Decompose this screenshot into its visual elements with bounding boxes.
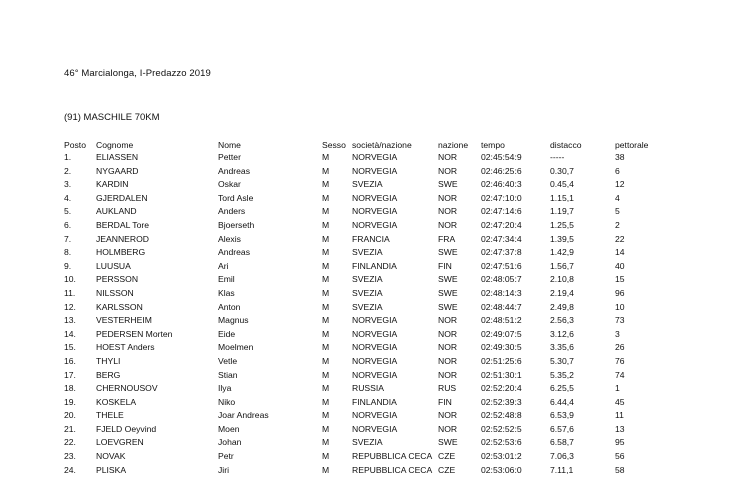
cell-posto: 1. <box>64 152 72 162</box>
cell-tempo: 02:49:07:5 <box>481 328 522 339</box>
cell-sesso: M <box>322 451 330 462</box>
cell-sesso: M <box>322 260 330 271</box>
cell-nazione: NOR <box>438 369 458 380</box>
cell-distacco: 0.45,4 <box>550 179 574 190</box>
table-row <box>64 409 655 423</box>
cell-sesso: M <box>322 423 330 434</box>
cell-tempo: 02:51:25:6 <box>481 355 522 366</box>
cell-nazione: NOR <box>438 206 458 217</box>
cell-posto: 10. <box>64 274 76 285</box>
cell-pettorale: 22 <box>615 233 625 244</box>
cell-pettorale: 38 <box>615 152 625 162</box>
cell-distacco: 2.56,3 <box>550 315 574 326</box>
table-row <box>64 369 655 383</box>
cell-nome: Johan <box>218 437 242 448</box>
results-body <box>64 151 655 477</box>
cell-sesso: M <box>322 355 330 366</box>
table-row <box>64 233 655 247</box>
header-posto: Posto <box>64 140 86 150</box>
cell-posto: 22. <box>64 437 76 448</box>
cell-sesso: M <box>322 247 330 258</box>
cell-distacco: 1.39,5 <box>550 233 574 244</box>
cell-nome: Moen <box>218 423 240 434</box>
cell-societa: NORVEGIA <box>352 219 398 230</box>
table-row <box>64 192 655 206</box>
cell-tempo: 02:47:14:6 <box>481 206 522 217</box>
cell-cognome: KARDIN <box>96 179 129 190</box>
cell-cognome: KOSKELA <box>96 396 137 407</box>
cell-distacco: 5.30,7 <box>550 355 574 366</box>
cell-tempo: 02:47:34:4 <box>481 233 522 244</box>
cell-nazione: NOR <box>438 192 458 203</box>
cell-pettorale: 3 <box>615 328 620 339</box>
cell-pettorale: 4 <box>615 192 620 203</box>
document-title: 46° Marcialonga, I-Predazzo 2019 <box>64 68 211 79</box>
cell-posto: 23. <box>64 451 76 462</box>
cell-cognome: HOEST Anders <box>96 342 155 353</box>
cell-nome: Alexis <box>218 233 241 244</box>
cell-nome: Ari <box>218 260 229 271</box>
table-row <box>64 396 655 410</box>
cell-societa: SVEZIA <box>352 287 383 298</box>
cell-pettorale: 96 <box>615 287 625 298</box>
cell-societa: NORVEGIA <box>352 315 398 326</box>
cell-tempo: 02:52:53:6 <box>481 437 522 448</box>
cell-distacco: 6.58,7 <box>550 437 574 448</box>
cell-distacco: 1.42,9 <box>550 247 574 258</box>
header-row <box>64 139 655 151</box>
cell-sesso: M <box>322 274 330 285</box>
cell-distacco: 2.19,4 <box>550 287 574 298</box>
table-row <box>64 151 655 165</box>
cell-pettorale: 2 <box>615 219 620 230</box>
cell-pettorale: 73 <box>615 315 625 326</box>
cell-sesso: M <box>322 437 330 448</box>
cell-distacco: 7.11,1 <box>550 464 574 475</box>
cell-posto: 9. <box>64 260 72 271</box>
cell-societa: SVEZIA <box>352 274 383 285</box>
cell-nazione: SWE <box>438 179 458 190</box>
cell-nome: Joar Andreas <box>218 410 269 421</box>
cell-sesso: M <box>322 233 330 244</box>
cell-nome: Bjoerseth <box>218 219 255 230</box>
header-cognome: Cognome <box>96 140 134 150</box>
cell-cognome: LOEVGREN <box>96 437 144 448</box>
cell-distacco: 6.57,6 <box>550 423 574 434</box>
cell-sesso: M <box>322 192 330 203</box>
cell-pettorale: 13 <box>615 423 625 434</box>
cell-cognome: HOLMBERG <box>96 247 146 258</box>
cell-tempo: 02:46:25:6 <box>481 165 522 176</box>
cell-nome: Eide <box>218 328 236 339</box>
cell-pettorale: 6 <box>615 165 620 176</box>
cell-sesso: M <box>322 206 330 217</box>
cell-posto: 21. <box>64 423 76 434</box>
cell-posto: 18. <box>64 383 76 394</box>
cell-nome: Moelmen <box>218 342 254 353</box>
cell-sesso: M <box>322 165 330 176</box>
cell-pettorale: 14 <box>615 247 625 258</box>
header-tempo: tempo <box>481 140 505 150</box>
cell-distacco: 2.10,8 <box>550 274 574 285</box>
cell-tempo: 02:48:44:7 <box>481 301 522 312</box>
cell-sesso: M <box>322 383 330 394</box>
table-row <box>64 219 655 233</box>
cell-tempo: 02:47:20:4 <box>481 219 522 230</box>
cell-nazione: SWE <box>438 274 458 285</box>
cell-societa: NORVEGIA <box>352 328 398 339</box>
cell-societa: SVEZIA <box>352 247 383 258</box>
cell-nome: Anders <box>218 206 246 217</box>
results-table <box>64 139 655 477</box>
cell-sesso: M <box>322 219 330 230</box>
header-distacco: distacco <box>550 140 582 150</box>
category-heading: (91) MASCHILE 70KM <box>64 112 160 123</box>
cell-cognome: CHERNOUSOV <box>96 383 158 394</box>
cell-tempo: 02:47:37:8 <box>481 247 522 258</box>
table-row <box>64 205 655 219</box>
table-row <box>64 287 655 301</box>
cell-nazione: NOR <box>438 410 458 421</box>
cell-posto: 12. <box>64 301 76 312</box>
cell-posto: 3. <box>64 179 72 190</box>
cell-nazione: FIN <box>438 260 452 271</box>
cell-distacco: 1.15,1 <box>550 192 574 203</box>
table-row <box>64 260 655 274</box>
cell-distacco: 7.06,3 <box>550 451 574 462</box>
cell-nome: Oskar <box>218 179 241 190</box>
cell-cognome: KARLSSON <box>96 301 143 312</box>
cell-cognome: BERDAL Tore <box>96 219 150 230</box>
cell-pettorale: 56 <box>615 451 625 462</box>
cell-pettorale: 76 <box>615 355 625 366</box>
table-row <box>64 382 655 396</box>
cell-distacco: 0.30,7 <box>550 165 574 176</box>
header-nazione: nazione <box>438 140 469 150</box>
cell-tempo: 02:51:30:1 <box>481 369 522 380</box>
cell-posto: 17. <box>64 369 76 380</box>
cell-tempo: 02:53:01:2 <box>481 451 522 462</box>
cell-nome: Jiri <box>218 464 229 475</box>
cell-societa: NORVEGIA <box>352 369 398 380</box>
cell-nazione: NOR <box>438 165 458 176</box>
table-row <box>64 450 655 464</box>
cell-nazione: CZE <box>438 451 456 462</box>
cell-posto: 4. <box>64 192 72 203</box>
table-row <box>64 355 655 369</box>
cell-nome: Klas <box>218 287 235 298</box>
cell-tempo: 02:48:05:7 <box>481 274 522 285</box>
cell-sesso: M <box>322 301 330 312</box>
cell-nome: Niko <box>218 396 236 407</box>
cell-societa: REPUBBLICA CECA <box>352 464 433 475</box>
cell-cognome: FJELD Oeyvind <box>96 423 157 434</box>
cell-pettorale: 45 <box>615 396 625 407</box>
cell-cognome: GJERDALEN <box>96 192 148 203</box>
cell-societa: NORVEGIA <box>352 206 398 217</box>
cell-sesso: M <box>322 152 330 162</box>
table-row <box>64 301 655 315</box>
header-pettorale: pettorale <box>615 140 649 150</box>
cell-nazione: RUS <box>438 383 457 394</box>
cell-nome: Vetle <box>218 355 238 366</box>
cell-nazione: NOR <box>438 342 458 353</box>
cell-sesso: M <box>322 315 330 326</box>
cell-sesso: M <box>322 396 330 407</box>
cell-societa: FINLANDIA <box>352 396 397 407</box>
cell-tempo: 02:47:10:0 <box>481 192 522 203</box>
cell-pettorale: 58 <box>615 464 625 475</box>
cell-distacco: 1.19,7 <box>550 206 574 217</box>
cell-societa: REPUBBLICA CECA <box>352 451 433 462</box>
cell-tempo: 02:49:30:5 <box>481 342 522 353</box>
cell-cognome: JEANNEROD <box>96 233 150 244</box>
table-row <box>64 246 655 260</box>
cell-pettorale: 74 <box>615 369 625 380</box>
cell-nome: Andreas <box>218 165 251 176</box>
table-row <box>64 436 655 450</box>
cell-cognome: AUKLAND <box>96 206 137 217</box>
table-row <box>64 178 655 192</box>
cell-tempo: 02:52:48:8 <box>481 410 522 421</box>
cell-tempo: 02:46:40:3 <box>481 179 522 190</box>
header-sesso: Sesso <box>322 140 346 150</box>
cell-posto: 6. <box>64 219 72 230</box>
cell-nazione: NOR <box>438 219 458 230</box>
cell-pettorale: 26 <box>615 342 625 353</box>
cell-pettorale: 15 <box>615 274 625 285</box>
cell-societa: NORVEGIA <box>352 410 398 421</box>
cell-pettorale: 11 <box>615 410 624 421</box>
cell-cognome: BERG <box>96 369 121 380</box>
cell-distacco: ----- <box>550 152 565 162</box>
cell-sesso: M <box>322 179 330 190</box>
cell-societa: SVEZIA <box>352 179 383 190</box>
cell-sesso: M <box>322 464 330 475</box>
cell-posto: 24. <box>64 464 76 475</box>
cell-nome: Petr <box>218 451 234 462</box>
cell-nazione: NOR <box>438 315 458 326</box>
cell-societa: RUSSIA <box>352 383 384 394</box>
cell-cognome: LUUSUA <box>96 260 131 271</box>
cell-distacco: 1.56,7 <box>550 260 574 271</box>
cell-cognome: ELIASSEN <box>96 152 139 162</box>
cell-pettorale: 5 <box>615 206 620 217</box>
cell-societa: NORVEGIA <box>352 165 398 176</box>
cell-nazione: NOR <box>438 152 458 162</box>
cell-pettorale: 12 <box>615 179 625 190</box>
cell-distacco: 5.35,2 <box>550 369 574 380</box>
cell-posto: 15. <box>64 342 76 353</box>
cell-posto: 16. <box>64 355 76 366</box>
cell-distacco: 1.25,5 <box>550 219 574 230</box>
cell-cognome: NYGAARD <box>96 165 139 176</box>
cell-cognome: NOVAK <box>96 451 126 462</box>
table-row <box>64 314 655 328</box>
table-row <box>64 328 655 342</box>
table-row <box>64 464 655 478</box>
cell-nome: Emil <box>218 274 235 285</box>
cell-nazione: SWE <box>438 437 458 448</box>
cell-cognome: VESTERHEIM <box>96 315 152 326</box>
cell-posto: 7. <box>64 233 72 244</box>
cell-nazione: SWE <box>438 247 458 258</box>
cell-distacco: 3.35,6 <box>550 342 574 353</box>
cell-distacco: 6.25,5 <box>550 383 574 394</box>
cell-posto: 2. <box>64 165 72 176</box>
cell-pettorale: 95 <box>615 437 625 448</box>
cell-cognome: NILSSON <box>96 287 134 298</box>
cell-nome: Tord Asle <box>218 192 254 203</box>
cell-nazione: SWE <box>438 287 458 298</box>
cell-distacco: 6.53,9 <box>550 410 574 421</box>
table-row <box>64 273 655 287</box>
cell-nome: Ilya <box>218 383 232 394</box>
cell-cognome: PLISKA <box>96 464 127 475</box>
cell-societa: SVEZIA <box>352 301 383 312</box>
cell-nome: Stian <box>218 369 238 380</box>
cell-nazione: NOR <box>438 328 458 339</box>
cell-posto: 8. <box>64 247 72 258</box>
cell-tempo: 02:52:20:4 <box>481 383 522 394</box>
cell-tempo: 02:52:39:3 <box>481 396 522 407</box>
cell-tempo: 02:48:14:3 <box>481 287 522 298</box>
cell-nome: Petter <box>218 152 241 162</box>
cell-sesso: M <box>322 287 330 298</box>
cell-nazione: SWE <box>438 301 458 312</box>
cell-societa: NORVEGIA <box>352 342 398 353</box>
cell-posto: 20. <box>64 410 76 421</box>
cell-distacco: 6.44,4 <box>550 396 574 407</box>
cell-societa: NORVEGIA <box>352 152 398 162</box>
cell-societa: SVEZIA <box>352 437 383 448</box>
header-societa: società/nazione <box>352 140 412 150</box>
cell-distacco: 3.12,6 <box>550 328 574 339</box>
table-row <box>64 165 655 179</box>
cell-sesso: M <box>322 369 330 380</box>
cell-societa: NORVEGIA <box>352 355 398 366</box>
cell-societa: NORVEGIA <box>352 423 398 434</box>
cell-pettorale: 1 <box>615 383 620 394</box>
cell-pettorale: 10 <box>615 301 625 312</box>
cell-tempo: 02:53:06:0 <box>481 464 522 475</box>
cell-societa: NORVEGIA <box>352 192 398 203</box>
cell-tempo: 02:45:54:9 <box>481 152 522 162</box>
cell-tempo: 02:52:52:5 <box>481 423 522 434</box>
cell-sesso: M <box>322 328 330 339</box>
header-nome: Nome <box>218 140 241 150</box>
cell-tempo: 02:48:51:2 <box>481 315 522 326</box>
cell-nome: Magnus <box>218 315 249 326</box>
cell-societa: FINLANDIA <box>352 260 397 271</box>
cell-societa: FRANCIA <box>352 233 390 244</box>
cell-distacco: 2.49,8 <box>550 301 574 312</box>
cell-pettorale: 40 <box>615 260 625 271</box>
cell-cognome: THELE <box>96 410 124 421</box>
cell-cognome: PEDERSEN Morten <box>96 328 173 339</box>
table-row <box>64 423 655 437</box>
cell-nazione: CZE <box>438 464 456 475</box>
cell-nazione: FIN <box>438 396 452 407</box>
table-row <box>64 341 655 355</box>
cell-posto: 19. <box>64 396 76 407</box>
cell-posto: 5. <box>64 206 72 217</box>
cell-sesso: M <box>322 342 330 353</box>
cell-tempo: 02:47:51:6 <box>481 260 522 271</box>
cell-cognome: THYLI <box>96 355 121 366</box>
cell-nome: Andreas <box>218 247 251 258</box>
cell-posto: 14. <box>64 328 76 339</box>
cell-cognome: PERSSON <box>96 274 139 285</box>
cell-nome: Anton <box>218 301 241 312</box>
cell-nazione: FRA <box>438 233 456 244</box>
cell-sesso: M <box>322 410 330 421</box>
cell-posto: 13. <box>64 315 76 326</box>
cell-posto: 11. <box>64 287 76 298</box>
cell-nazione: NOR <box>438 423 458 434</box>
cell-nazione: NOR <box>438 355 458 366</box>
